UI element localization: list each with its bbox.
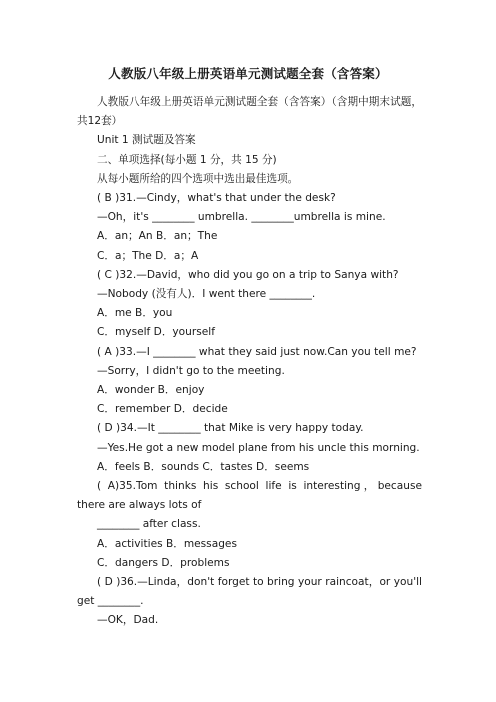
option-line: A．wonder B．enjoy bbox=[97, 384, 205, 397]
question-36: ( D )36.—Linda，don't forget to bring your raincoat，or you'll get ________. bbox=[77, 576, 422, 608]
question-line: ( D )34.—It ________ that Mike is very happy today. bbox=[97, 422, 364, 435]
question-line: —Oh，it's ________ umbrella. ________umbrella is mine. bbox=[97, 211, 386, 224]
option-line: A．activities B．messages bbox=[97, 537, 237, 550]
option-line: C．remember D．decide bbox=[97, 403, 228, 416]
question-line: —Yes.He got a new model plane from his uncle this morning. bbox=[97, 441, 420, 454]
document-body bbox=[77, 93, 422, 631]
question-line: —Nobody (没有人)．I went there ________. bbox=[97, 288, 316, 301]
question-36-reply: —OK，Dad. bbox=[97, 614, 159, 627]
option-line: A．an；An B．an；The bbox=[97, 230, 218, 243]
option-line: C．myself D．yourself bbox=[97, 326, 215, 339]
question-line: ( C )32.—David，who did you go on a trip to Sanya with? bbox=[97, 268, 399, 281]
question-line: ( B )31.—Cindy，what's that under the desk? bbox=[97, 192, 336, 205]
section-heading: 二、单项选择(每小题 1 分，共 15 分) bbox=[97, 153, 277, 166]
question-line: —Sorry，I didn't go to the meeting. bbox=[97, 364, 285, 377]
question-35-blank: ________ after class. bbox=[97, 518, 201, 531]
option-line: C．a；The D．a；A bbox=[97, 249, 199, 262]
option-line: A．me B．you bbox=[97, 307, 173, 320]
instruction-text: 从每小题所给的四个选项中选出最佳选项。 bbox=[97, 172, 299, 185]
document-title: 人教版八年级上册英语单元测试题全套（含答案） bbox=[108, 66, 388, 81]
option-line: C．dangers D．problems bbox=[97, 556, 230, 569]
unit-heading: Unit 1 测试题及答案 bbox=[97, 134, 196, 147]
option-line: A．feels B．sounds C．tastes D．seems bbox=[97, 460, 310, 473]
question-line: ( A )33.—I ________ what they said just now.Can you tell me? bbox=[97, 345, 417, 358]
intro-paragraph: 人教版八年级上册英语单元测试题全套（含答案）（含期中期末试题，共12套） bbox=[77, 96, 422, 128]
question-35: ( A)35.Tom thinks his school life is interesting，because there are always lots of bbox=[77, 480, 422, 512]
